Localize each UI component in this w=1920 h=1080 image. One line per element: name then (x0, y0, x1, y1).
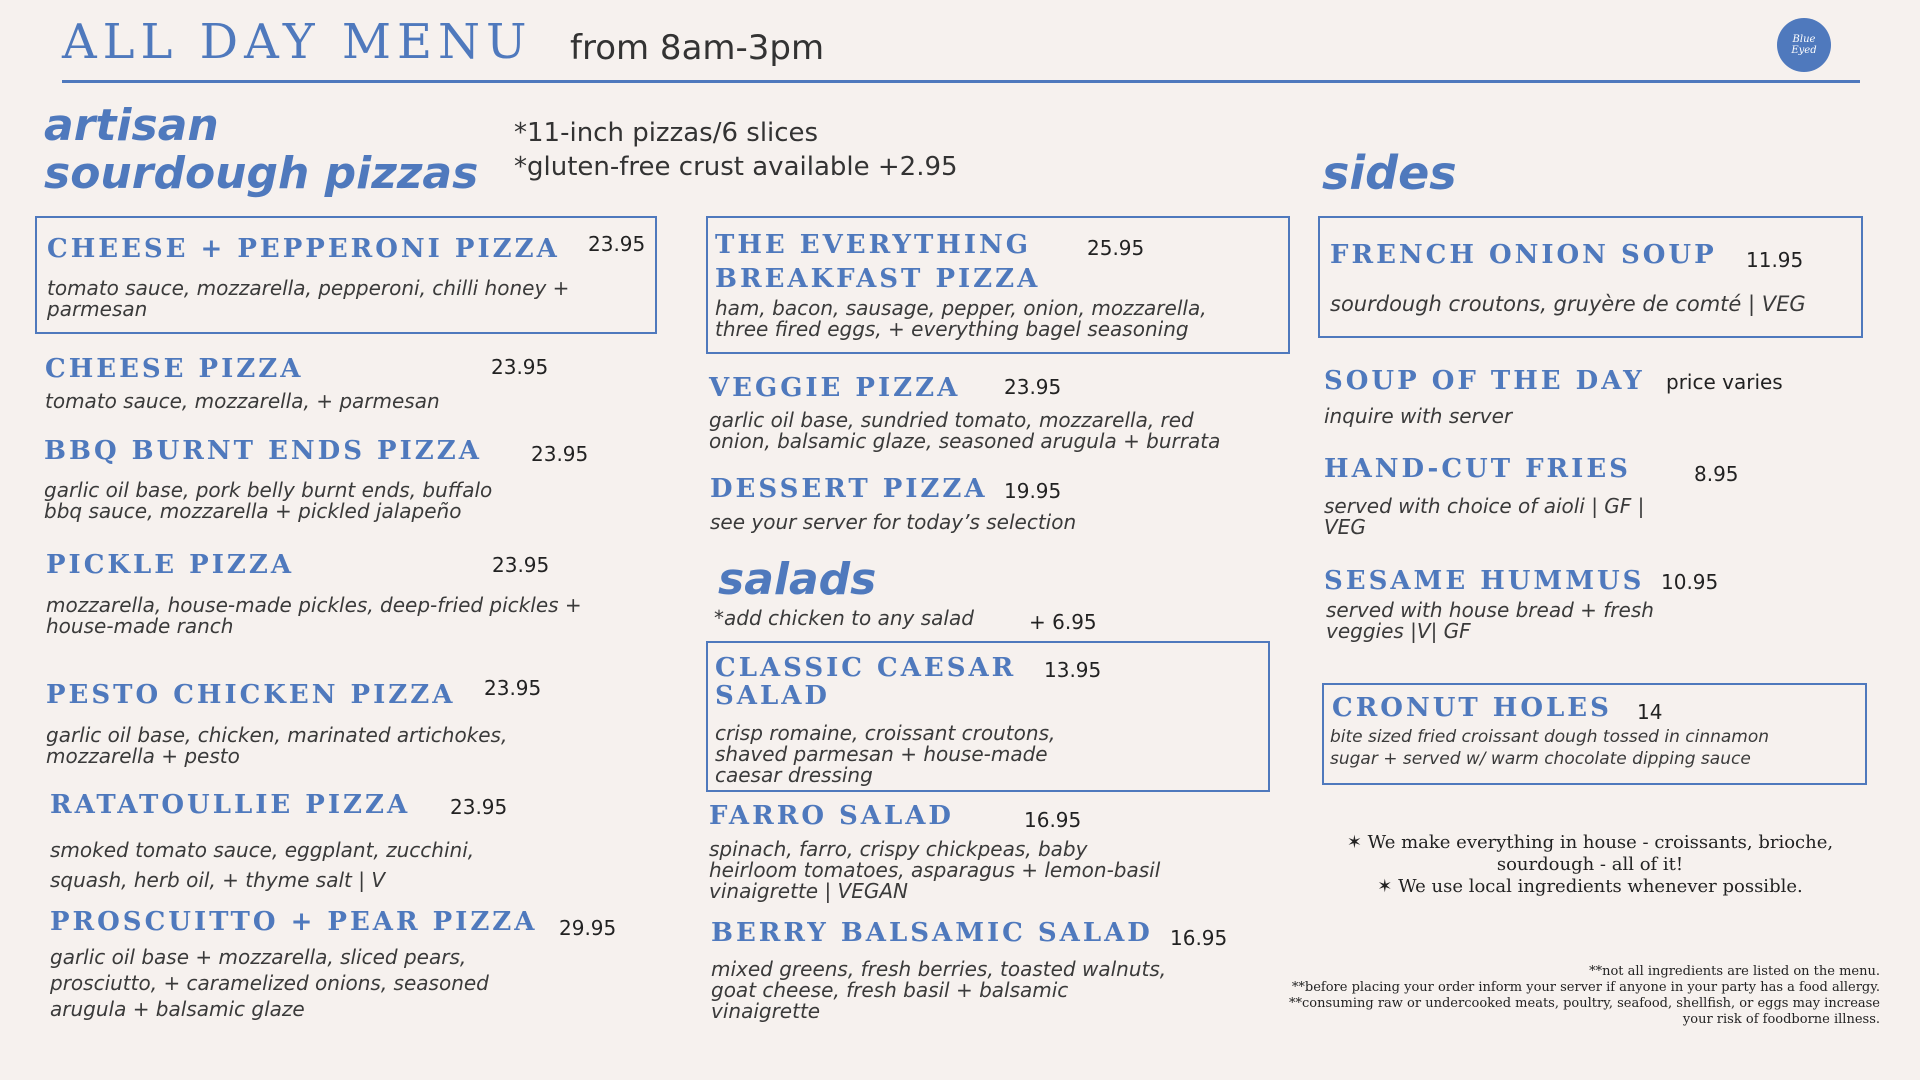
item-name: SOUP OF THE DAY (1324, 366, 1645, 396)
item-description: garlic oil base + mozzarella, sliced pears, prosciutto, + caramelized onions, seasoned arugula + balsamic glaze (50, 945, 489, 1021)
item-name: CHEESE + PEPPERONI PIZZA (47, 234, 560, 264)
salad-chicken-note: *add chicken to any salad (714, 606, 974, 630)
item-description: spinach, farro, crispy chickpeas, baby heirloom tomatoes, asparagus + lemon-basil vinaigrette | VEGAN (709, 837, 1161, 903)
item-name: VEGGIE PIZZA (709, 373, 961, 403)
item-name: FARRO SALAD (709, 801, 954, 831)
item-description: served with house bread + fresh veggies |V| GF (1326, 598, 1654, 643)
logo-text: Blue Eyed (1791, 34, 1817, 56)
page-title: ALL DAY MENU (62, 14, 533, 70)
item-name: RATATOULLIE PIZZA (50, 790, 411, 820)
item-price: 23.95 (1004, 375, 1062, 399)
header-rule (62, 80, 1860, 83)
item-description: mixed greens, fresh berries, toasted walnuts, goat cheese, fresh basil + balsamic vinaigrette (711, 957, 1167, 1023)
pizza-size-note: *11-inch pizzas/6 slices (514, 118, 819, 148)
item-description: tomato sauce, mozzarella, pepperoni, chilli honey + parmesan (47, 276, 570, 321)
gluten-free-note: *gluten-free crust available +2.95 (514, 152, 958, 182)
hours-label: from 8am-3pm (570, 28, 825, 68)
item-name: PESTO CHICKEN PIZZA (46, 680, 456, 710)
allergy-disclaimer: **not all ingredients are listed on the menu. **before placing your order inform your server if anyone in your party has a food allergy. **consuming raw or undercooked meats, poultry, seafood, shellfish, or eggs may increase your risk of foodborne illness. (1289, 964, 1880, 1027)
item-name: BERRY BALSAMIC SALAD (711, 918, 1153, 948)
item-price: 11.95 (1746, 248, 1804, 272)
item-description: ham, bacon, sausage, pepper, onion, mozzarella, three fired eggs, + everything bagel seasoning (715, 296, 1207, 341)
item-name: PROSCUITTO + PEAR PIZZA (50, 907, 538, 937)
item-description: see your server for today’s selection (710, 510, 1077, 534)
item-name: BBQ BURNT ENDS PIZZA (44, 436, 482, 466)
item-name: SESAME HUMMUS (1324, 566, 1645, 596)
item-price: 14 (1637, 700, 1663, 724)
house-made-note: ✶ We make everything in house - croissants, brioche, sourdough - all of it! ✶ We use local ingredients whenever possible. (1346, 832, 1834, 897)
salads-title: salads (718, 554, 877, 605)
item-price: price varies (1666, 370, 1783, 394)
item-name: DESSERT PIZZA (710, 474, 988, 504)
item-price: 10.95 (1661, 570, 1719, 594)
pizzas-title (44, 102, 478, 198)
item-description: garlic oil base, pork belly burnt ends, buffalo bbq sauce, mozzarella + pickled jalapeño (44, 478, 493, 523)
item-price: 23.95 (484, 676, 542, 700)
item-price: 23.95 (531, 442, 589, 466)
item-name: CLASSIC CAESAR SALAD (715, 653, 1017, 711)
item-description: garlic oil base, chicken, marinated artichokes, mozzarella + pesto (46, 723, 508, 768)
item-description: garlic oil base, sundried tomato, mozzarella, red onion, balsamic glaze, seasoned arugula + burrata (709, 408, 1221, 453)
item-price: 16.95 (1170, 926, 1228, 950)
item-description: tomato sauce, mozzarella, + parmesan (45, 389, 440, 413)
item-name: PICKLE PIZZA (46, 550, 294, 580)
item-name: CHEESE PIZZA (45, 354, 304, 384)
menu-item-box (1318, 216, 1863, 338)
pizzas-title-line2: sourdough pizzas (44, 148, 479, 199)
item-description: smoked tomato sauce, eggplant, zucchini, squash, herb oil, + thyme salt | V (50, 838, 475, 892)
logo (1777, 18, 1831, 72)
item-price: 25.95 (1087, 236, 1145, 260)
sides-title: sides (1322, 146, 1457, 200)
pizzas-title-line1: artisan (44, 100, 219, 151)
item-price: 29.95 (559, 916, 617, 940)
item-price: 23.95 (492, 553, 550, 577)
item-price: 19.95 (1004, 479, 1062, 503)
salad-chicken-price: + 6.95 (1029, 610, 1097, 634)
item-price: 23.95 (450, 795, 508, 819)
item-name: FRENCH ONION SOUP (1330, 240, 1717, 270)
item-description: served with choice of aioli | GF | VEG (1324, 494, 1645, 539)
item-price: 23.95 (491, 355, 549, 379)
item-description: crisp romaine, croissant croutons, shaved parmesan + house-made caesar dressing (715, 721, 1056, 787)
item-description: mozzarella, house-made pickles, deep-fried pickles + house-made ranch (46, 593, 582, 638)
item-name: CRONUT HOLES (1332, 693, 1612, 723)
item-description: inquire with server (1324, 404, 1513, 428)
item-price: 23.95 (588, 232, 646, 256)
item-name: THE EVERYTHING BREAKFAST PIZZA (715, 230, 1041, 294)
item-price: 8.95 (1694, 462, 1739, 486)
item-description: bite sized fried croissant dough tossed in cinnamon sugar + served w/ warm chocolate dipping sauce (1330, 727, 1770, 769)
item-name: HAND-CUT FRIES (1324, 454, 1631, 484)
item-description: sourdough croutons, gruyère de comté | VEG (1330, 292, 1806, 316)
item-price: 13.95 (1044, 658, 1102, 682)
item-price: 16.95 (1024, 808, 1082, 832)
